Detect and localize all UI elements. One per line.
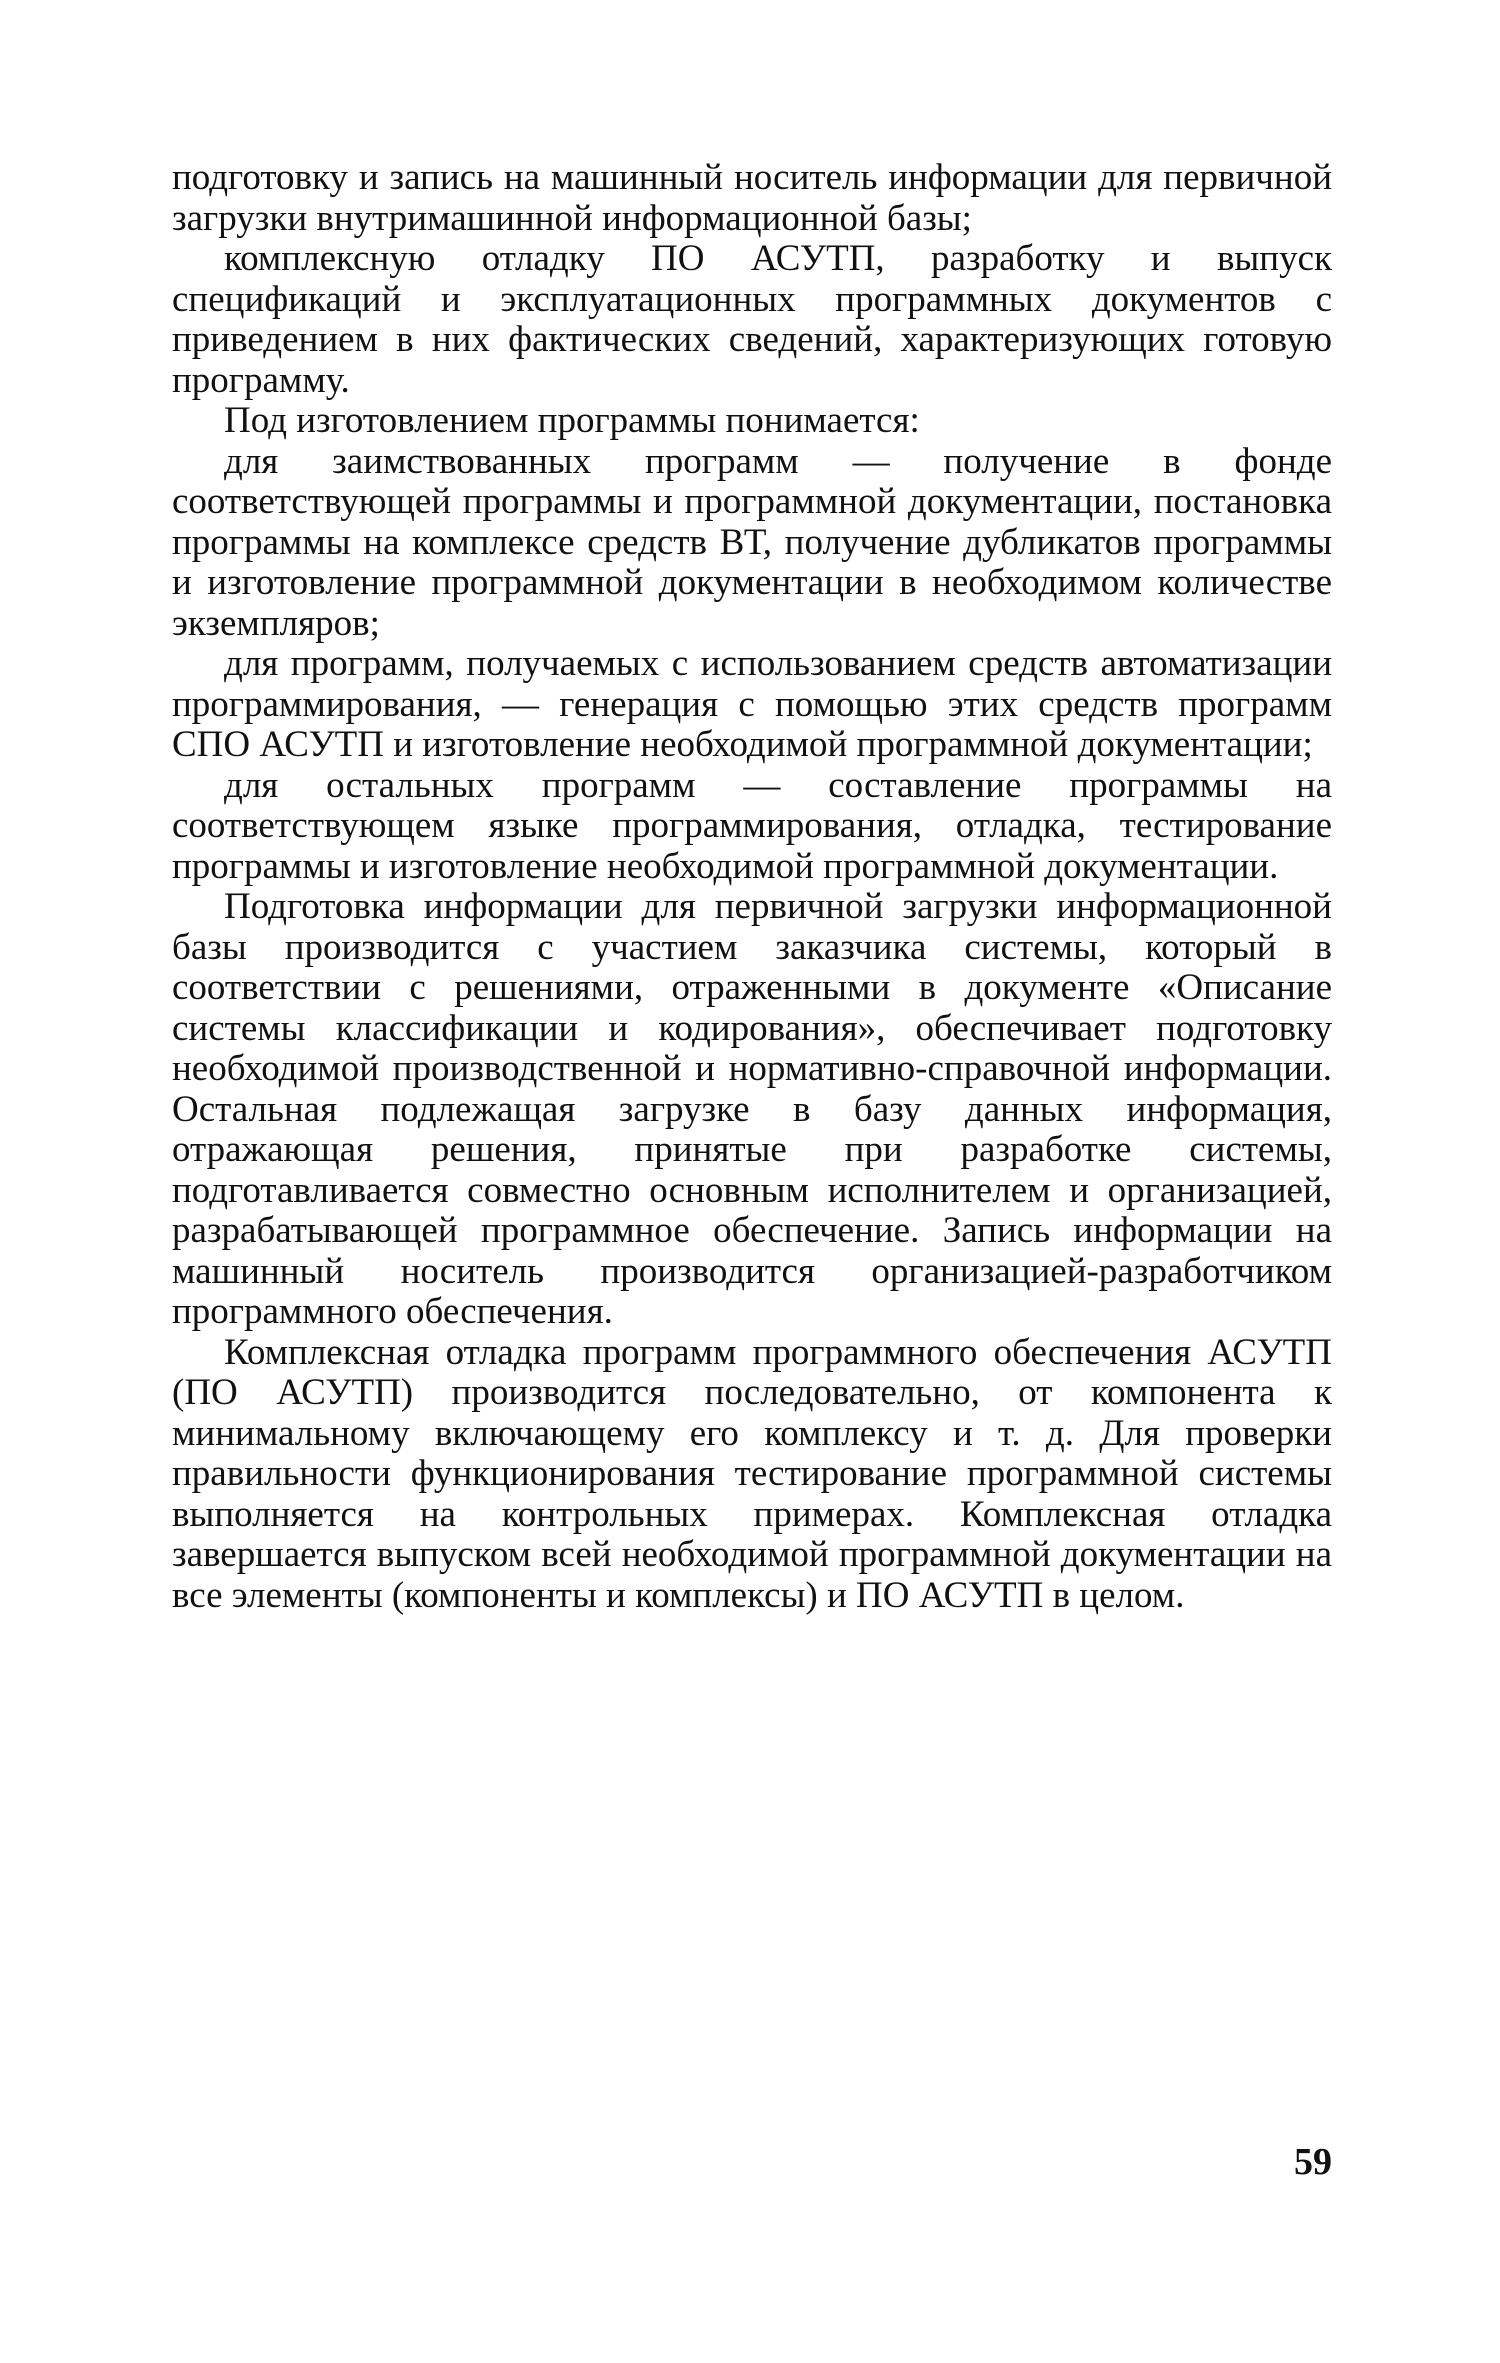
paragraph-8: Комплексная отладка программ программного обеспечения АСУТП (ПО АСУТП) производится последовательно, от компонента к минимальному включающему его комплексу и т. д. Для проверки правильности функционирования тестирование программной системы выполняется на контрольных примерах. Комплексная отладка завершается выпуском всей необходимой программной документации на все элементы (компоненты и комплексы) и ПО АСУТП в целом. xyxy=(172,1331,1332,1616)
paragraph-3: Под изготовлением программы понимается: xyxy=(224,400,920,441)
paragraph-7: Подготовка информации для первичной загрузки информационной базы производится с участием заказчика системы, который в соответствии с решениями, отраженными в документе «Описание системы классификации и кодирования», обеспечивает подготовку необходимой производственной и нормативно-справочной информации. Остальная подлежащая загрузке в базу данных информация, отражающая решения, принятые при разработке системы, подготавливается совместно основным исполнителем и организацией, разрабатывающей программное обеспечение. Запись информации на машинный носитель производится организацией-разработчиком программного обеспечения. xyxy=(172,886,1332,1332)
paragraph-5: для программ, получаемых с использованием средств автоматизации программирования, — генерация с помощью этих средств программ СПО АСУТП и изготовление необходимой программной документации; xyxy=(172,643,1332,765)
page-body xyxy=(172,158,1332,1616)
paragraph-6: для остальных программ — составление программы на соответствующем языке программирования, отладка, тестирование программы и изготовление необходимой программной документации. xyxy=(172,764,1332,887)
page-number: 59 xyxy=(1294,2141,1332,2183)
paragraph-1: подготовку и запись на машинный носитель информации для первичной загрузки внутримашинной информационной базы; xyxy=(172,157,1332,239)
paragraph-4: для заимствованных программ — получение в фонде соответствующей программы и программной документации, постановка программы на комплексе средств ВТ, получение дубликатов программы и изготовление программной документации в необходимом количестве экземпляров; xyxy=(172,440,1332,644)
paragraph-2: комплексную отладку ПО АСУТП, разработку и выпуск спецификаций и эксплуатационных программных документов с приведением в них фактических сведений, характеризующих готовую программу. xyxy=(172,238,1332,401)
